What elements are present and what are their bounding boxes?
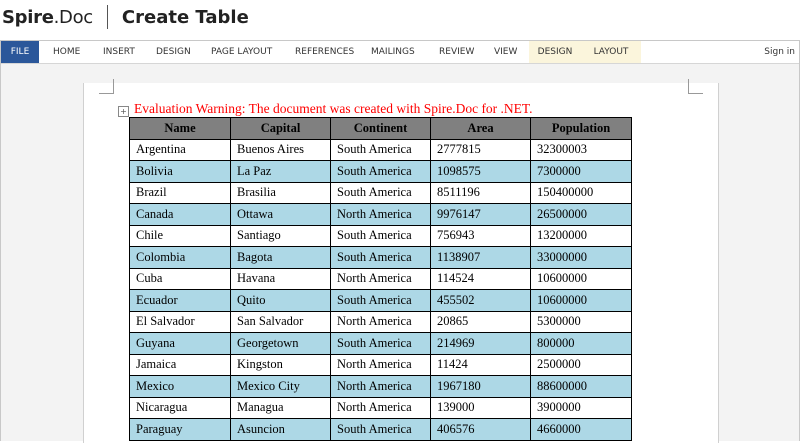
tab-view[interactable]: VIEW <box>494 47 518 57</box>
table-cell[interactable]: Brasilia <box>231 182 331 204</box>
table-cell[interactable]: 756943 <box>431 225 531 247</box>
tab-table-design[interactable]: DESIGN <box>529 41 581 63</box>
table-row[interactable] <box>130 161 632 183</box>
tab-mailings[interactable]: MAILINGS <box>371 47 415 57</box>
table-cell[interactable]: North America <box>331 268 431 290</box>
table-cell[interactable]: El Salvador <box>130 311 231 333</box>
table-cell[interactable]: Managua <box>231 397 331 419</box>
ribbon-divider <box>1 63 799 64</box>
table-cell[interactable]: Mexico <box>130 376 231 398</box>
table-cell[interactable]: 2500000 <box>531 354 632 376</box>
table-cell[interactable]: North America <box>331 204 431 226</box>
column-header: Name <box>130 118 231 140</box>
table-cell[interactable]: North America <box>331 397 431 419</box>
table-cell[interactable]: 455502 <box>431 290 531 312</box>
column-header: Continent <box>331 118 431 140</box>
table-cell[interactable]: Brazil <box>130 182 231 204</box>
margin-corner-mark <box>99 79 114 94</box>
table-cell[interactable]: 5300000 <box>531 311 632 333</box>
table-cell[interactable]: 8511196 <box>431 182 531 204</box>
table-row[interactable] <box>130 333 632 355</box>
table-cell[interactable]: 7300000 <box>531 161 632 183</box>
tab-page-layout[interactable]: PAGE LAYOUT <box>211 47 273 57</box>
table-cell[interactable]: Bolivia <box>130 161 231 183</box>
table-cell[interactable]: 32300003 <box>531 139 632 161</box>
table-row[interactable] <box>130 225 632 247</box>
table-row[interactable] <box>130 182 632 204</box>
table-cell[interactable]: Santiago <box>231 225 331 247</box>
table-cell[interactable]: 33000000 <box>531 247 632 269</box>
table-cell[interactable]: 139000 <box>431 397 531 419</box>
table-cell[interactable]: 800000 <box>531 333 632 355</box>
table-body <box>130 139 632 440</box>
table-cell[interactable]: 10600000 <box>531 290 632 312</box>
table-cell[interactable]: Ottawa <box>231 204 331 226</box>
table-cell[interactable]: South America <box>331 290 431 312</box>
page-title: Create Table <box>121 6 249 28</box>
tab-references[interactable]: REFERENCES <box>295 47 355 57</box>
tab-home[interactable]: HOME <box>53 47 81 57</box>
countries-table[interactable] <box>129 117 632 441</box>
table-cell[interactable]: 150400000 <box>531 182 632 204</box>
evaluation-warning: Evaluation Warning: The document was created with Spire.Doc for .NET. <box>134 101 533 116</box>
table-row[interactable] <box>130 311 632 333</box>
column-header: Population <box>531 118 632 140</box>
table-cell[interactable]: 1138907 <box>431 247 531 269</box>
table-cell[interactable]: Mexico City <box>231 376 331 398</box>
column-header: Capital <box>231 118 331 140</box>
table-cell[interactable]: Quito <box>231 290 331 312</box>
table-row[interactable] <box>130 204 632 226</box>
app-header <box>0 0 800 34</box>
table-cell[interactable]: Nicaragua <box>130 397 231 419</box>
table-cell[interactable]: South America <box>331 225 431 247</box>
table-cell[interactable]: 26500000 <box>531 204 632 226</box>
table-cell[interactable]: San Salvador <box>231 311 331 333</box>
table-cell[interactable]: 10600000 <box>531 268 632 290</box>
table-cell[interactable]: Buenos Aires <box>231 139 331 161</box>
table-cell[interactable]: 11424 <box>431 354 531 376</box>
table-row[interactable] <box>130 354 632 376</box>
table-move-handle-icon[interactable]: + <box>118 106 129 117</box>
table-row[interactable] <box>130 247 632 269</box>
table-cell[interactable]: South America <box>331 139 431 161</box>
table-cell[interactable]: 13200000 <box>531 225 632 247</box>
sign-in-link[interactable]: Sign in <box>764 47 795 57</box>
table-cell[interactable]: North America <box>331 354 431 376</box>
table-row[interactable] <box>130 290 632 312</box>
table-cell[interactable]: Colombia <box>130 247 231 269</box>
table-cell[interactable]: Georgetown <box>231 333 331 355</box>
table-cell[interactable]: South America <box>331 161 431 183</box>
header-divider <box>107 5 108 29</box>
column-header: Area <box>431 118 531 140</box>
table-cell[interactable]: South America <box>331 333 431 355</box>
tab-design[interactable]: DESIGN <box>156 47 191 57</box>
table-cell[interactable]: Kingston <box>231 354 331 376</box>
brand-main: Spire <box>2 6 54 28</box>
table-cell[interactable]: North America <box>331 376 431 398</box>
table-cell[interactable]: Guyana <box>130 333 231 355</box>
ribbon-tabs <box>1 41 799 63</box>
app-logo <box>2 7 93 28</box>
table-cell[interactable]: Cuba <box>130 268 231 290</box>
table-cell[interactable]: 20865 <box>431 311 531 333</box>
table-cell[interactable]: 9976147 <box>431 204 531 226</box>
tab-insert[interactable]: INSERT <box>103 47 135 57</box>
table-cell[interactable]: Havana <box>231 268 331 290</box>
table-cell[interactable]: Paraguay <box>130 419 231 441</box>
table-cell[interactable]: 1098575 <box>431 161 531 183</box>
table-cell[interactable]: 3900000 <box>531 397 632 419</box>
tab-table-layout[interactable]: LAYOUT <box>581 41 641 63</box>
brand-suffix: .Doc <box>53 6 93 28</box>
table-cell[interactable]: Jamaica <box>130 354 231 376</box>
table-cell[interactable]: 114524 <box>431 268 531 290</box>
tab-review[interactable]: REVIEW <box>439 47 475 57</box>
table-cell[interactable]: La Paz <box>231 161 331 183</box>
table-row[interactable] <box>130 376 632 398</box>
table-cell[interactable]: 4660000 <box>531 419 632 441</box>
table-cell[interactable]: Bagota <box>231 247 331 269</box>
table-row[interactable] <box>130 139 632 161</box>
margin-corner-mark <box>688 79 703 94</box>
table-cell[interactable]: Chile <box>130 225 231 247</box>
table-cell[interactable]: 406576 <box>431 419 531 441</box>
table-cell[interactable]: North America <box>331 311 431 333</box>
table-cell[interactable]: South America <box>331 182 431 204</box>
table-cell[interactable]: Ecuador <box>130 290 231 312</box>
table-row[interactable] <box>130 268 632 290</box>
tab-file[interactable]: FILE <box>1 41 39 63</box>
table-cell[interactable]: Argentina <box>130 139 231 161</box>
table-cell[interactable]: Asuncion <box>231 419 331 441</box>
table-cell[interactable]: South America <box>331 419 431 441</box>
table-cell[interactable]: Canada <box>130 204 231 226</box>
table-cell[interactable]: South America <box>331 247 431 269</box>
table-header-row <box>130 118 632 140</box>
table-cell[interactable]: 1967180 <box>431 376 531 398</box>
table-cell[interactable]: 214969 <box>431 333 531 355</box>
table-row[interactable] <box>130 397 632 419</box>
table-row[interactable] <box>130 419 632 441</box>
table-cell[interactable]: 88600000 <box>531 376 632 398</box>
table-cell[interactable]: 2777815 <box>431 139 531 161</box>
